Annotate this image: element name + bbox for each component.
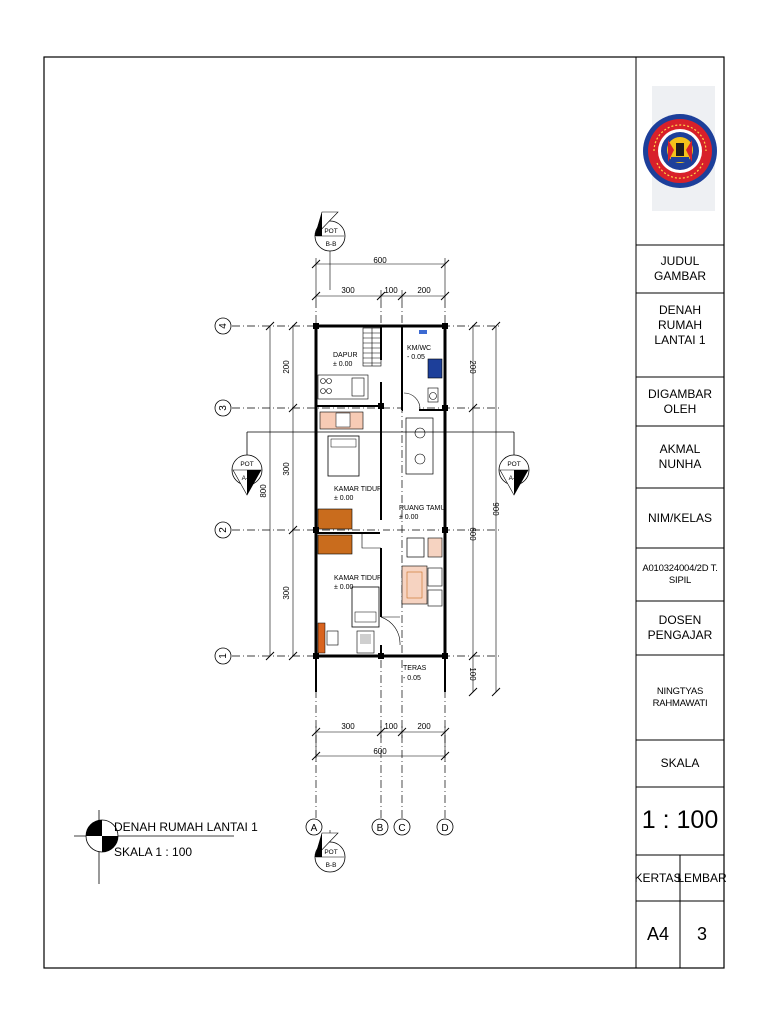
grid-row-2: 2 (218, 527, 229, 533)
section-bottom-code: B-B (325, 862, 337, 869)
grid-col-c: C (398, 823, 406, 834)
polytechnic-logo (643, 86, 717, 211)
section-bottom-label: POT (324, 849, 338, 856)
floor-plan (215, 212, 529, 872)
section-marker-bottom (315, 830, 345, 872)
left-overall-dim: 800 (259, 484, 268, 498)
section-right-label: POT (507, 461, 521, 468)
bedroom-2-furniture (318, 587, 379, 653)
drawing-caption (74, 810, 258, 884)
caption-scale: SKALA 1 : 100 (114, 845, 193, 859)
room-kmwc-name: KM/WC (407, 345, 432, 352)
room-dapur-level: ± 0.00 (333, 361, 353, 368)
room-ruangtamu-level: ± 0.00 (399, 514, 419, 521)
grid-row-3: 3 (218, 405, 229, 411)
title-value-line1: DENAH RUMAH (658, 303, 702, 332)
room-kamar2-level: ± 0.00 (334, 584, 354, 591)
bottom-dim-3: 200 (417, 722, 431, 731)
title-value-line2: LANTAI 1 (654, 333, 706, 347)
right-dim-2: 600 (468, 527, 477, 541)
title-label: JUDUL GAMBAR (653, 254, 706, 283)
room-teras-level: - 0.05 (403, 675, 421, 682)
caption-title: DENAH RUMAH LANTAI 1 (114, 820, 258, 834)
grid-row-bubbles (215, 318, 231, 664)
bottom-dim-2: 100 (384, 722, 398, 731)
top-dim-3: 200 (417, 286, 431, 295)
bottom-overall-dim: 600 (373, 747, 387, 756)
nim-value: A010324004/2D T. SIPIL (642, 562, 718, 586)
nim-label: NIM/KELAS (647, 510, 713, 525)
dimension-lines (270, 258, 496, 762)
section-left-label: POT (240, 461, 254, 468)
title-value (636, 293, 724, 377)
grid-row-4: 4 (218, 323, 229, 329)
top-overall-dim: 600 (373, 256, 387, 265)
gear-emblem-icon (667, 137, 693, 163)
room-kamar2-name: KAMAR TIDUR (334, 575, 383, 582)
kitchen-counter (318, 375, 368, 399)
scale-label: SKALA (660, 756, 700, 770)
section-marker-top (315, 212, 345, 290)
section-marker-left (232, 455, 262, 495)
section-left-code: A-A (241, 475, 253, 482)
section-right-code: A-A (508, 475, 520, 482)
room-kamar1-level: ± 0.00 (334, 495, 354, 502)
top-dim-2: 100 (384, 286, 398, 295)
left-dim-1: 200 (282, 360, 291, 374)
grid-col-d: D (441, 823, 449, 834)
dimension-ticks (266, 260, 500, 760)
sheet-value: 3 (696, 924, 707, 945)
lecturer-label: DOSEN PENGAJAR (647, 613, 713, 642)
grid-col-a: A (310, 823, 318, 834)
bottom-dim-1: 300 (341, 722, 355, 731)
section-top-code: B-B (325, 241, 337, 248)
grid-lines (232, 300, 500, 818)
lecturer-value: NINGTYAS RAHMAWATI (652, 685, 708, 709)
room-kmwc-level: - 0.05 (407, 354, 425, 361)
bathroom-fixtures (419, 330, 442, 402)
living-room-furniture (402, 418, 442, 606)
room-dapur-name: DAPUR (333, 352, 358, 359)
room-kamar1-name: KAMAR TIDUR (334, 486, 383, 493)
room-teras-name: TERAS (403, 665, 427, 672)
drawn-by-value: AKMAL NUNHA (658, 442, 702, 471)
stairs (363, 328, 381, 366)
right-overall-dim: 900 (491, 502, 500, 516)
room-ruangtamu-name: RUANG TAMU (399, 505, 446, 512)
sheet-label: LEMBAR (677, 870, 727, 885)
paper-value: A4 (646, 924, 670, 945)
right-dim-3: 100 (468, 667, 477, 681)
top-dim-1: 300 (341, 286, 355, 295)
grid-row-1: 1 (218, 653, 229, 659)
right-dim-1: 200 (468, 360, 477, 374)
drawn-by-label: DIGAMBAR OLEH (647, 386, 712, 416)
left-dim-2: 300 (282, 462, 291, 476)
scale-value: 1 : 100 (641, 806, 719, 835)
grid-col-b: B (376, 823, 384, 834)
paper-label: KERTAS (634, 870, 682, 885)
left-dim-3: 300 (282, 586, 291, 600)
section-marker-right (499, 455, 529, 495)
section-top-label: POT (324, 228, 338, 235)
